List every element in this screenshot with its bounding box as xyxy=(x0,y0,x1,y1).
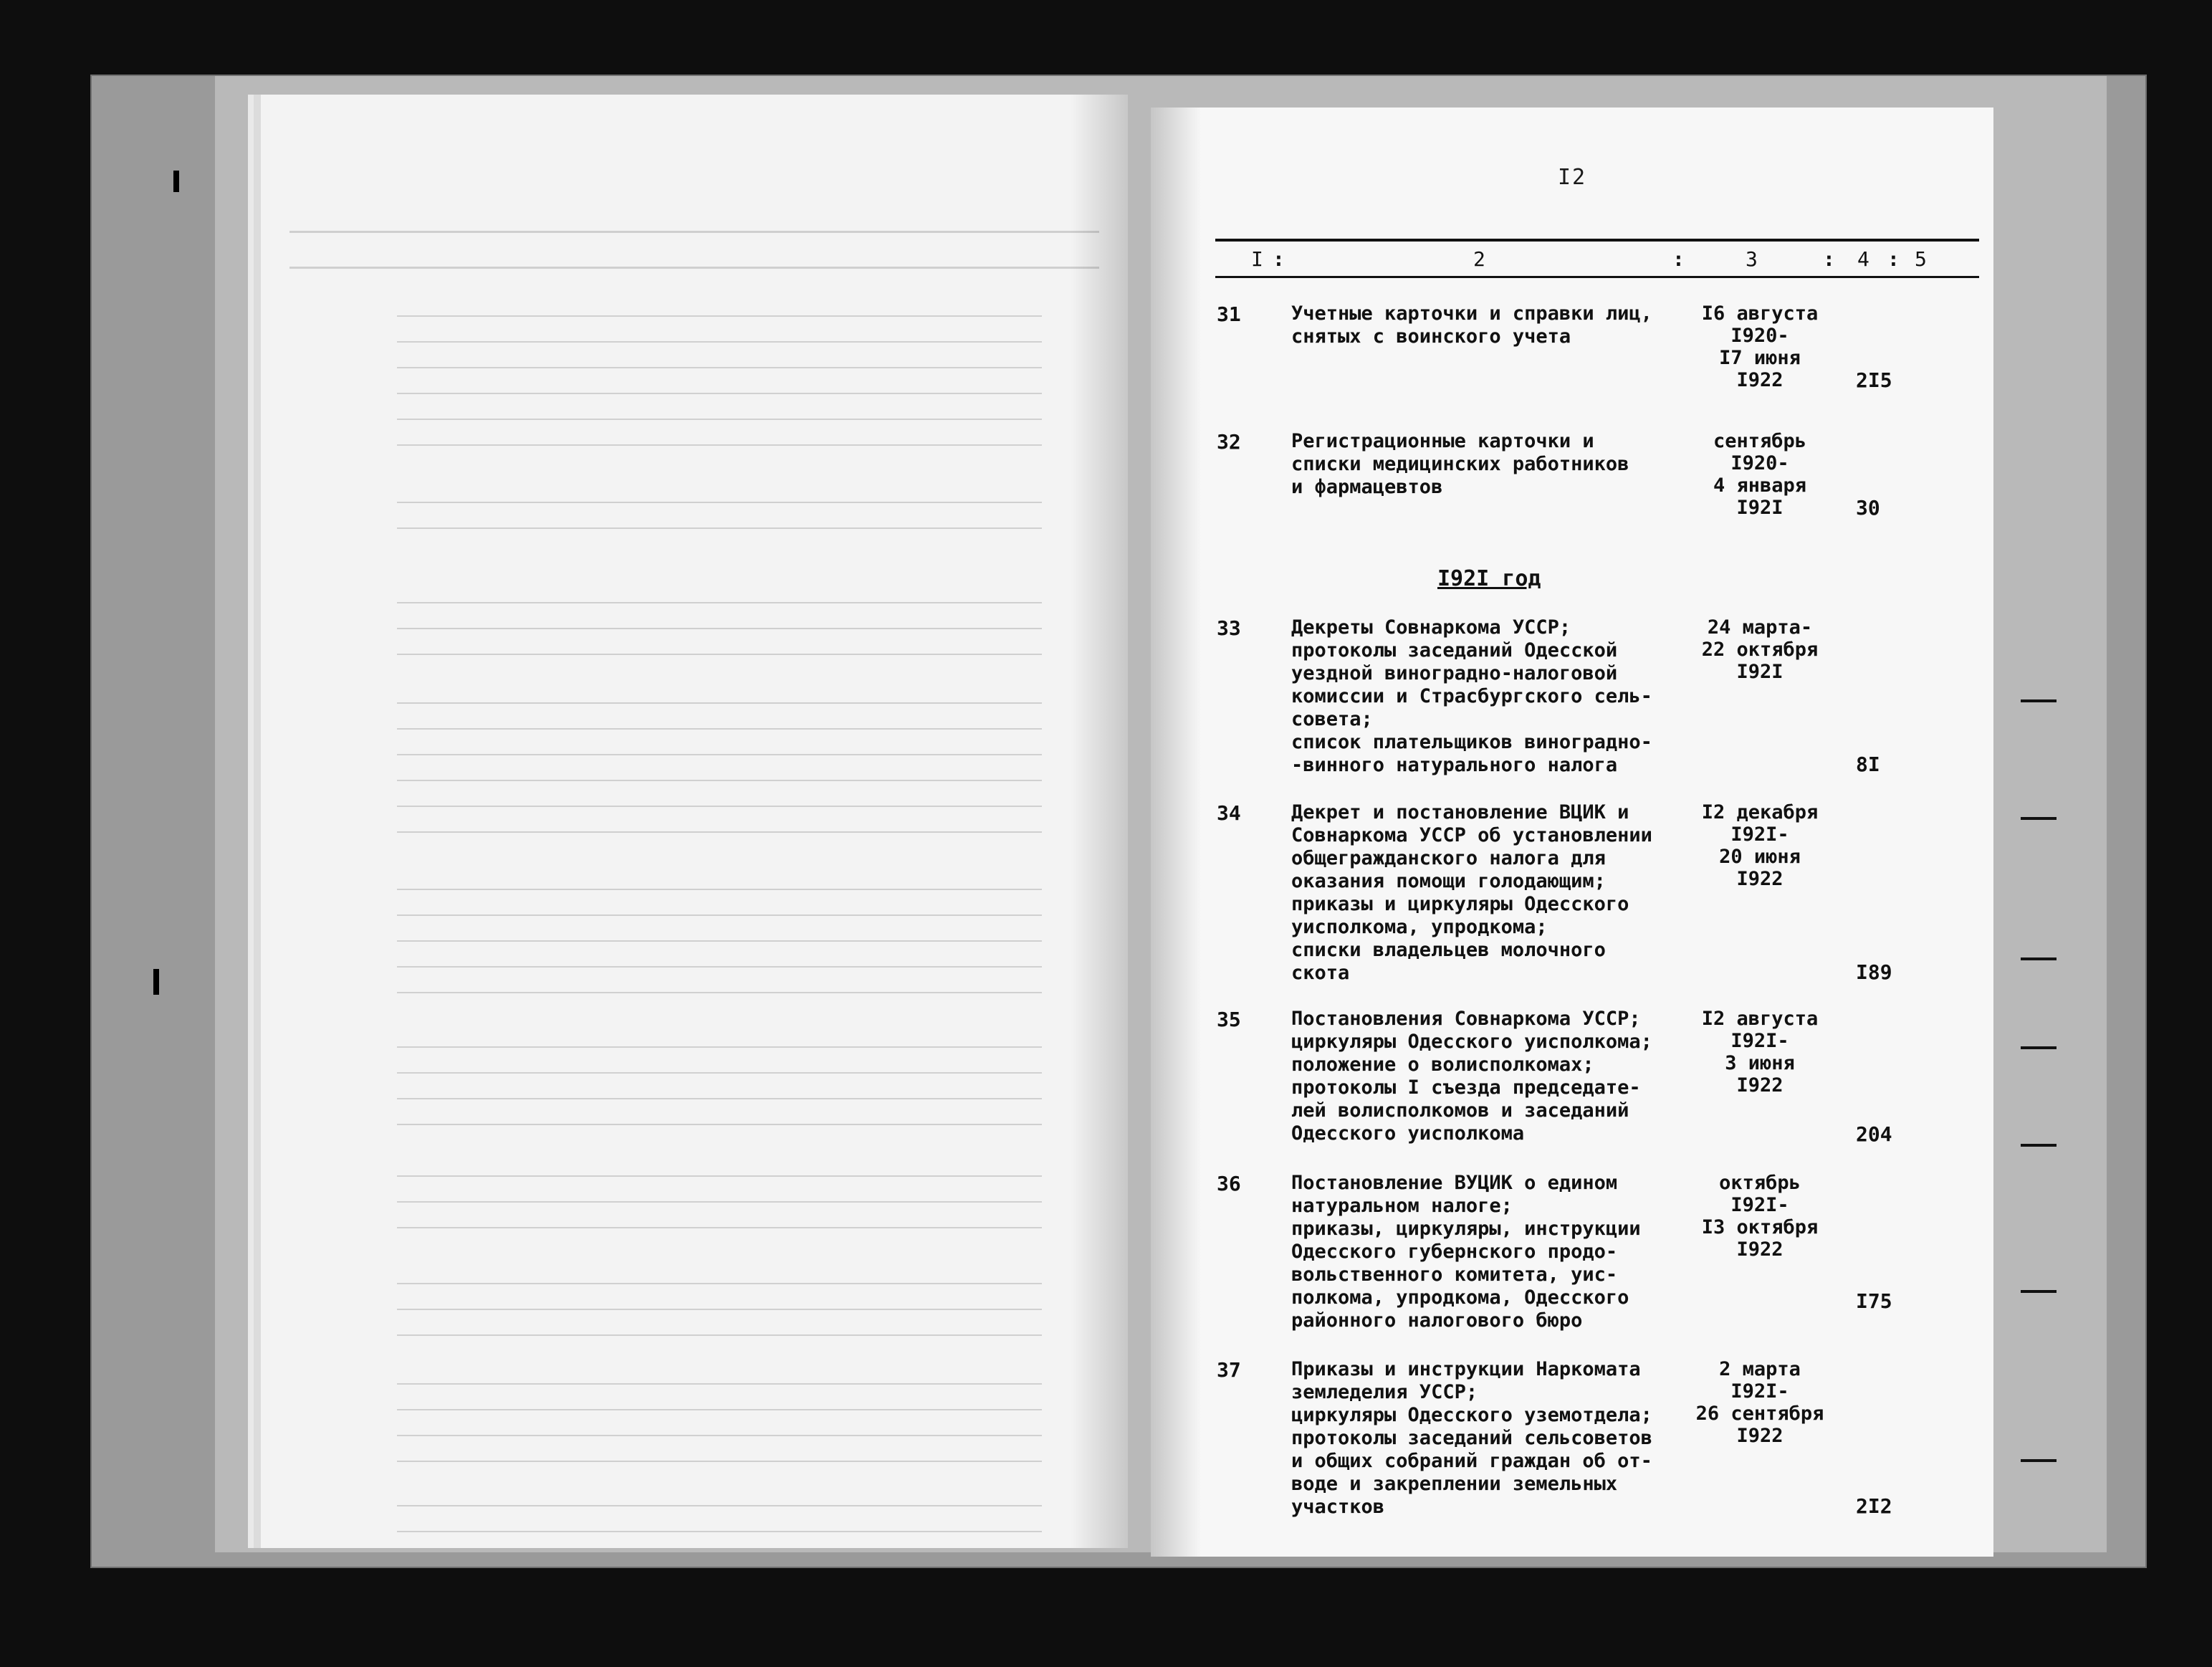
entry-dates: I2 декабря I92I- 20 июня I922 xyxy=(1701,801,1819,890)
column-separator: : xyxy=(1273,247,1285,271)
index-tab-mark xyxy=(2021,1144,2057,1147)
table-top-rule xyxy=(1215,239,1979,242)
table-header-rule xyxy=(1215,276,1979,278)
entry-number: 33 xyxy=(1217,616,1241,640)
entry-dates: октябрь I92I- I3 октября I922 xyxy=(1701,1172,1819,1261)
column-header-5: 5 xyxy=(1915,247,1927,271)
entry-sheet-count: 2I2 xyxy=(1856,1494,1892,1518)
column-header-1: I xyxy=(1251,247,1263,271)
entry-sheet-count: I89 xyxy=(1856,960,1892,984)
entry-dates: 24 марта- 22 октября I92I xyxy=(1701,616,1819,683)
entry-sheet-count: 8I xyxy=(1856,753,1880,776)
entry-number: 35 xyxy=(1217,1008,1241,1031)
entry-sheet-count: I75 xyxy=(1856,1289,1892,1313)
right-page xyxy=(1151,108,1993,1557)
entry-description: Учетные карточки и справки лиц, снятых с воинского учета xyxy=(1291,302,1652,348)
entry-description: Регистрационные карточки и списки медицинских работников и фармацевтов xyxy=(1291,430,1629,498)
scan-artifact xyxy=(153,969,159,995)
index-tab-mark xyxy=(2021,817,2057,820)
index-tab-mark xyxy=(2021,1290,2057,1293)
entry-description: Постановления Совнаркома УССР; циркуляры Одесского уисполкома; положение о волисполкомах; протоколы I съезда председате- лей волисполкомов и заседаний Одесского уисполкома xyxy=(1291,1008,1652,1145)
index-tab-mark xyxy=(2021,1459,2057,1462)
column-separator: : xyxy=(1887,247,1900,271)
column-header-2: 2 xyxy=(1473,247,1485,271)
entry-dates: сентябрь I920- 4 января I92I xyxy=(1713,430,1807,519)
page-number: I2 xyxy=(1557,165,1587,190)
entry-number: 37 xyxy=(1217,1358,1241,1382)
entry-dates: 2 марта I92I- 26 сентября I922 xyxy=(1695,1358,1824,1447)
column-header-4: 4 xyxy=(1857,247,1869,271)
column-separator: : xyxy=(1672,247,1685,271)
index-tab-mark xyxy=(2021,957,2057,960)
entry-description: Декреты Совнаркома УССР; протоколы заседаний Одесской уездной виноградно-налоговой комиссии и Страсбургского сель- совета; список плательщиков виноградно- -винного натурального налога xyxy=(1291,616,1652,776)
left-page xyxy=(261,95,1128,1548)
left-page-bleed-through xyxy=(261,95,1128,1548)
index-tab-mark xyxy=(2021,699,2057,702)
entry-number: 34 xyxy=(1217,801,1241,825)
entry-sheet-count: 204 xyxy=(1856,1122,1892,1146)
index-tab-mark xyxy=(2021,1046,2057,1049)
entry-number: 36 xyxy=(1217,1172,1241,1195)
column-header-3: 3 xyxy=(1746,247,1758,271)
entry-sheet-count: 2I5 xyxy=(1856,368,1892,392)
column-separator: : xyxy=(1823,247,1835,271)
entry-description: Декрет и постановление ВЦИК и Совнаркома УССР об установлении общегражданского налога для оказания помощи голодающим; приказы и циркуляры Одесского уисполкома, упродкома; списки владельцев молочного скота xyxy=(1291,801,1652,984)
entry-dates: I6 августа I920- I7 июня I922 xyxy=(1701,302,1819,391)
scan-artifact xyxy=(173,171,179,192)
entry-dates: I2 августа I92I- 3 июня I922 xyxy=(1701,1008,1819,1097)
entry-description: Постановление ВУЦИК о едином натуральном налоге; приказы, циркуляры, инструкции Одесского губернского продо- вольственного комитета, уис- полкома, упродкома, Одесского районного налогового бюро xyxy=(1291,1172,1641,1332)
year-heading: I92I год xyxy=(1437,566,1541,591)
entry-number: 31 xyxy=(1217,302,1241,326)
entry-number: 32 xyxy=(1217,430,1241,454)
entry-description: Приказы и инструкции Наркомата земледелия УССР; циркуляры Одесского уземотдела; протоколы заседаний сельсоветов и общих собраний граждан об от- воде и закреплении земельных участков xyxy=(1291,1358,1652,1518)
entry-sheet-count: 30 xyxy=(1856,496,1880,520)
